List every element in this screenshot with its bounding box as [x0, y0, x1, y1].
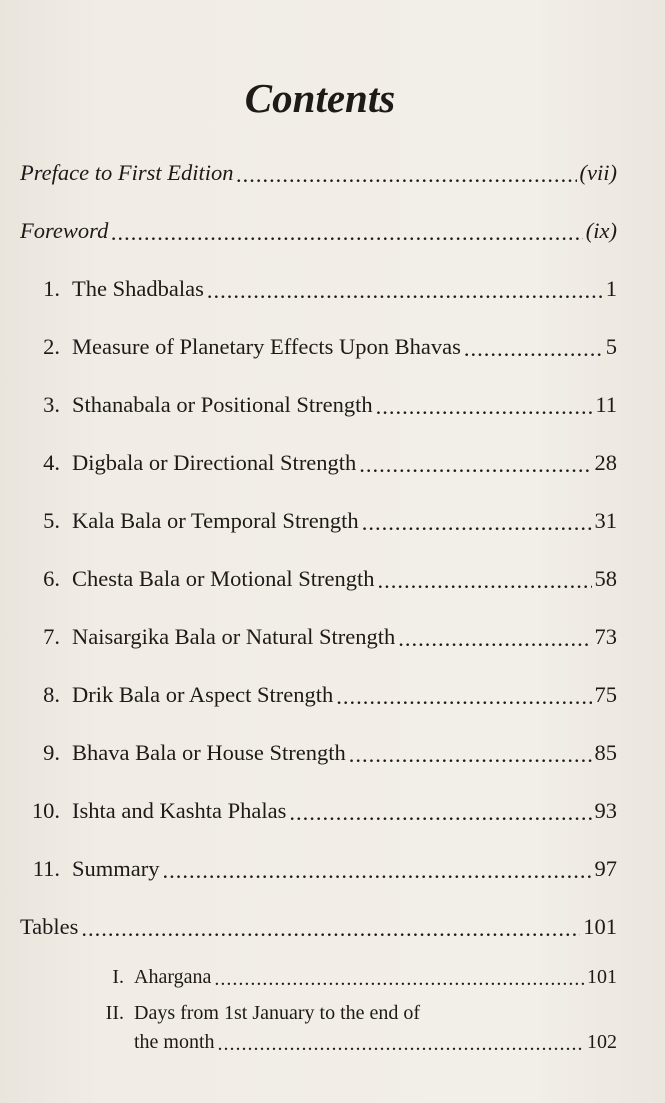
entry-label-line2: the month	[134, 1031, 215, 1053]
entry-label: Ishta and Kashta Phalas	[72, 798, 287, 823]
entry-page: (vii)	[579, 160, 617, 185]
entry-number: 7.	[43, 624, 60, 649]
toc-entry-chapter[interactable]	[20, 608, 617, 666]
entry-label: Kala Bala or Temporal Strength	[72, 508, 359, 533]
entry-page: 101	[587, 966, 617, 988]
dot-leader	[464, 336, 603, 362]
entry-page: 102	[587, 1031, 617, 1053]
toc-entry-preface[interactable]	[20, 144, 617, 202]
toc-entry-chapter[interactable]	[20, 724, 617, 782]
entry-number: 3.	[43, 392, 60, 417]
entry-number: 5.	[43, 508, 60, 533]
entry-page: 85	[594, 740, 617, 765]
dot-leader	[362, 510, 592, 536]
entry-label: Measure of Planetary Effects Upon Bhavas	[72, 334, 461, 359]
entry-page: 75	[594, 682, 617, 707]
dot-leader	[349, 742, 592, 768]
entry-label: Bhava Bala or House Strength	[72, 740, 346, 765]
entry-label: Chesta Bala or Motional Strength	[72, 566, 375, 591]
entry-page: 5	[605, 334, 617, 359]
toc-entry-table-1[interactable]	[20, 956, 617, 999]
toc-entry-chapter[interactable]	[20, 840, 617, 898]
entry-page: (ix)	[585, 218, 617, 243]
entry-number: 4.	[43, 450, 60, 475]
dot-leader	[111, 220, 582, 246]
dot-leader	[336, 684, 591, 710]
entry-page: 97	[594, 856, 617, 881]
entry-number: 11.	[32, 856, 60, 881]
entry-number: I.	[112, 966, 124, 988]
entry-number: 1.	[43, 276, 60, 301]
toc-entry-chapter[interactable]	[20, 666, 617, 724]
entry-number: 9.	[43, 740, 60, 765]
entry-label: Sthanabala or Positional Strength	[72, 392, 373, 417]
entry-page: 73	[594, 624, 617, 649]
dot-leader	[376, 394, 593, 420]
entry-label: Drik Bala or Aspect Strength	[72, 682, 334, 707]
entry-label: Summary	[72, 856, 160, 881]
toc-entry-foreword[interactable]	[20, 202, 617, 260]
entry-number: 10.	[31, 798, 60, 823]
toc-entry-table-2[interactable]	[20, 999, 617, 1057]
dot-leader	[214, 968, 584, 991]
entry-number: II.	[105, 1002, 124, 1024]
entry-label: Preface to First Edition	[20, 160, 234, 185]
dot-leader	[289, 800, 591, 826]
entry-number: 8.	[43, 682, 60, 707]
entry-page: 31	[594, 508, 617, 533]
dot-leader	[237, 162, 577, 188]
toc-entry-chapter[interactable]	[20, 492, 617, 550]
entry-label-line1: Days from 1st January to the end of	[134, 1002, 421, 1024]
entry-label: Digbala or Directional Strength	[72, 450, 357, 475]
toc-entry-chapter[interactable]	[20, 260, 617, 318]
entry-label: The Shadbalas	[72, 276, 204, 301]
entry-page: 11	[595, 392, 617, 417]
toc-entry-chapter[interactable]	[20, 550, 617, 608]
toc-entry-chapter[interactable]	[20, 782, 617, 840]
toc-entry-tables[interactable]	[20, 898, 617, 956]
dot-leader	[218, 1033, 584, 1056]
entry-label: Tables	[20, 914, 79, 939]
dot-leader	[207, 278, 603, 304]
page-title: Contents	[244, 75, 396, 121]
entry-page: 28	[594, 450, 617, 475]
dot-leader	[163, 858, 592, 884]
dot-leader	[398, 626, 591, 652]
entry-number: 6.	[43, 566, 60, 591]
table-of-contents	[20, 144, 617, 1057]
entry-label: Ahargana	[134, 966, 212, 988]
entry-page: 58	[594, 566, 617, 591]
dot-leader	[81, 916, 580, 942]
entry-label: Foreword	[20, 218, 109, 243]
entry-number: 2.	[43, 334, 60, 359]
entry-page: 101	[583, 914, 617, 939]
entry-page: 1	[605, 276, 617, 301]
dot-leader	[359, 452, 591, 478]
toc-entry-chapter[interactable]	[20, 434, 617, 492]
toc-entry-chapter[interactable]	[20, 376, 617, 434]
entry-page: 93	[594, 798, 617, 823]
dot-leader	[377, 568, 591, 594]
entry-label: Naisargika Bala or Natural Strength	[72, 624, 396, 649]
toc-entry-chapter[interactable]	[20, 318, 617, 376]
